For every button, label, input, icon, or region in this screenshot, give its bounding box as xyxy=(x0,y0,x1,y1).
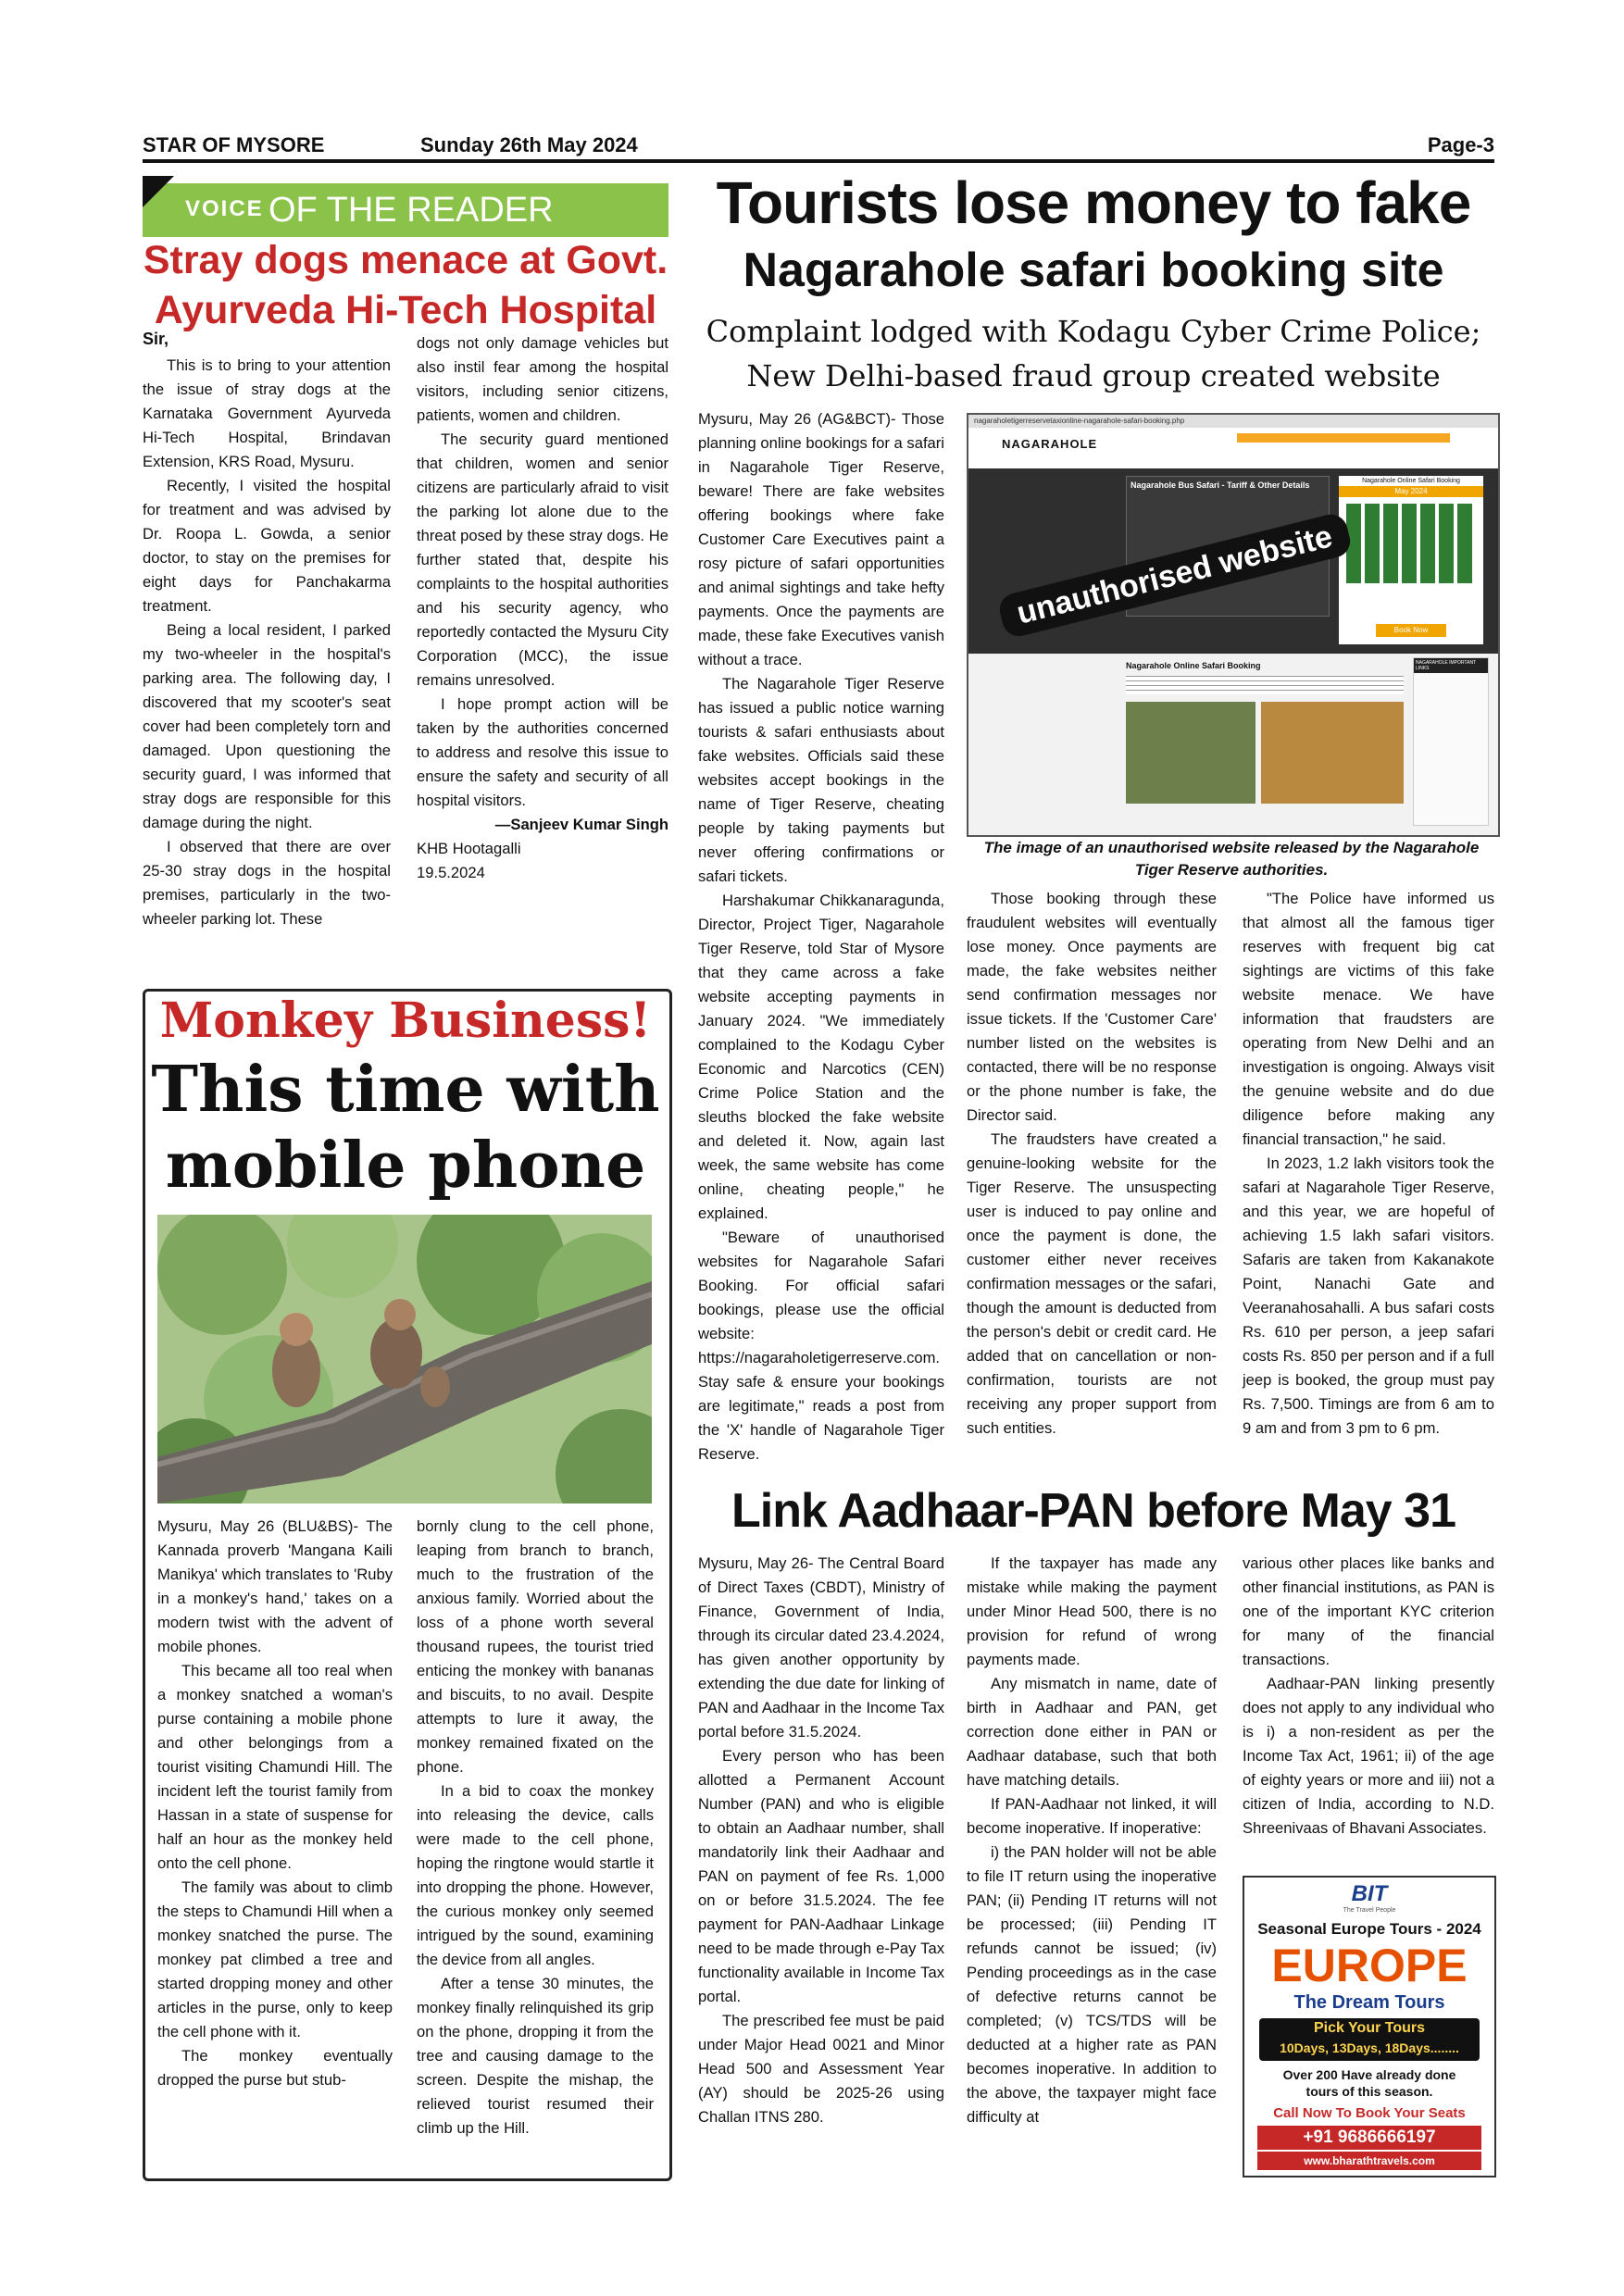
letter-headline: Stray dogs menace at Govt. Ayurveda Hi-Tech Hospital xyxy=(143,238,668,332)
paragraph: This became all too real when a monkey snatched a woman's purse containing a mobile phone and other belongings from a tourist visiting Chamundi Hill. The incident left the tourist family from Hassan in a state of suspense for half an hour as the monkey held onto the cell phone. xyxy=(157,1662,393,1872)
calendar-panel xyxy=(1339,476,1483,644)
issue-date: Sunday 26th May 2024 xyxy=(420,133,638,156)
paragraph: Mysuru, May 26 (AG&BCT)- Those planning online bookings for a safari in Nagarahole Tiger Reserve, beware! There are fake websites offering bookings where fake Customer Care Executives paint a rosy picture of safari opportunities and animal sightings and take hefty payments. Once the payments are made, these fake Executives vanish without a trace. xyxy=(698,410,944,668)
paragraph: Aadhaar-PAN linking presently does not apply to any individual who is i) a non-resident as per the Income Tax Act, 1961; ii) of the age of eighty years or more and iii) not a citizen of India, according to N.D. Shreenivaas of Bhavani Associates. xyxy=(1243,1675,1494,1837)
book-now-button: Book Now xyxy=(1376,624,1446,637)
paragraph: I observed that there are over 25-30 stray dogs in the hospital premises, particularly in the two-wheeler parking lot. These xyxy=(143,838,391,928)
paragraph: dogs not only damage vehicles but also instil fear among the hospital visitors, including senior citizens, patients, women and children. xyxy=(417,334,668,424)
tourist-column-1 xyxy=(698,407,944,1466)
letter-date: 19.5.2024 xyxy=(417,864,485,881)
deck-line-2: New Delhi-based fraud group created website xyxy=(746,358,1441,393)
ad-phone[interactable]: +91 9686666197 xyxy=(1257,2126,1481,2150)
paragraph: The Nagarahole Tiger Reserve has issued a public notice warning tourists & safari enthusiasts about fake websites. Officials said these websites accept bookings in the name of Tiger Reserve, cheating people by taking payments but never offering confirmations or safari tickets. xyxy=(698,675,944,885)
paragraph: The monkey eventually dropped the purse but stub- xyxy=(157,2047,393,2089)
letter-signature: —Sanjeev Kumar Singh xyxy=(494,816,668,833)
deck-line-1: Complaint lodged with Kodagu Cyber Crime Police; xyxy=(706,314,1481,349)
paragraph: various other places like banks and other financial institutions, as PAN is one of the important KYC criterion for many of the financial transactions. xyxy=(1243,1554,1494,1668)
calendar-title: Nagarahole Online Safari Booking xyxy=(1362,478,1460,484)
url-bar: nagaraholetigerreservetaxionline-nagarahole-safari-booking.php xyxy=(968,415,1500,428)
site-logo: NAGARAHOLE xyxy=(1002,437,1098,451)
paragraph: Any mismatch in name, date of birth in Aadhaar and PAN, get correction done either in PAN or Aadhaar database, such that both have matching details. xyxy=(967,1675,1217,1789)
paragraph: bornly clung to the cell phone, leaping from branch to branch, much to the frustration of the anxious family. Worried about the loss of a phone worth several thousand rupees, the tourist tried enticing the monkey with bananas and biscuits, to no avail. Despite attempts to lure it away, the monkey remained fixated on the phone. xyxy=(417,1517,654,1776)
ad-europe: EUROPE xyxy=(1271,1940,1468,1991)
monkey-kicker: Monkey Business! xyxy=(159,992,652,1049)
ad-pick: Pick Your Tours xyxy=(1313,2020,1426,2036)
paragraph: Every person who has been allotted a Permanent Account Number (PAN) and who is eligible to obtain an Aadhaar number, shall mandatorily link their Aadhaar and PAN on payment of fee Rs. 1,000 on or before 31.5.2024. The fee payment for PAN-Aadhaar Linkage need to be made through e-Pay Tax functionality available in Income Tax portal. xyxy=(698,1747,944,2005)
unauthorised-stamp: unauthorised website xyxy=(996,511,1353,640)
tourist-column-2 xyxy=(967,887,1217,1441)
voice-banner xyxy=(143,183,668,237)
aadhaar-column-1 xyxy=(698,1552,944,2129)
masthead xyxy=(143,131,1494,163)
paragraph: In a bid to coax the monkey into releasing the device, calls were made to the cell phone, hoping the ringtone would startle it into dropping the phone. However, the curious monkey only seemed intrigued by the sound, examining the device from all angles. xyxy=(417,1782,654,1968)
europe-tour-ad[interactable] xyxy=(1243,1876,1496,2177)
paragraph: Mysuru, May 26- The Central Board of Direct Taxes (CBDT), Ministry of Finance, Government of India, through its circular dated 23.4.2024, has given another opportunity by extending the due date for linking of PAN and Aadhaar in the Income Tax portal before 31.5.2024. xyxy=(698,1554,944,1741)
paper-name: STAR OF MYSORE xyxy=(143,133,325,156)
paragraph: The security guard mentioned that children, women and senior citizens are particularly afraid to visit the parking lot alone due to the threat posed by these stray dogs. He further stated that, despite his complaints to the hospital authorities and his security agency, who reportedly contacted the Mysuru City Corporation (MCC), the issue remains unresolved. xyxy=(417,430,668,689)
calendar-month: May 2024 xyxy=(1339,486,1483,497)
ad-call: Call Now To Book Your Seats xyxy=(1273,2105,1466,2121)
paragraph: "Beware of unauthorised websites for Nagarahole Safari Booking. For official safari bookings, please use the official website: https://nagaraholetigerreserve.com. Stay safe & ensure your bookings are legitimate," reads a post from the 'X' handle of Nagarahole Tiger Reserve. xyxy=(698,1229,944,1463)
aadhaar-column-3 xyxy=(1243,1552,1494,1841)
paragraph: If the taxpayer has made any mistake while making the payment under Minor Head 500, there is no provision for refund of wrong payments made. xyxy=(967,1554,1217,1668)
tourist-deck xyxy=(693,309,1494,398)
paragraph: In 2023, 1.2 lakh visitors took the safari at Nagarahole Tiger Reserve, and this year, we are hopeful of achieving 1.5 lakh safari visitors. Safaris are taken from Kakanakote Point, Nanachi Gate and Veeranahosahalli. A bus safari costs Rs. 610 per person, a jeep safari costs Rs. 850 per person and if a full jeep is booked, the group must pay Rs. 7,500. Timings are from 6 am to 9 am and from 3 pm to 6 pm. xyxy=(1243,1154,1494,1437)
paragraph: If PAN-Aadhaar not linked, it will become inoperative. If inoperative: xyxy=(967,1795,1217,1837)
paragraph: Recently, I visited the hospital for treatment and was advised by Dr. Roopa L. Gowda, a senior doctor, to stay on the premises for eight days for Panchakarma treatment. xyxy=(143,477,391,615)
monkey-column-2 xyxy=(417,1515,654,2140)
letter-column-2 xyxy=(417,331,668,885)
site-header xyxy=(968,428,1498,468)
paragraph: "The Police have informed us that almost all the famous tiger reserves with frequent big cat sightings are victims of this fake website menace. We have information that fraudsters are operating from New Delhi and an investigation is ongoing. Always visit the genuine website and do due diligence before making any financial transaction," he said. xyxy=(1243,890,1494,1148)
letter-place: KHB Hootagalli xyxy=(417,840,521,857)
paragraph: Harshakumar Chikkanaragunda, Director, Project Tiger, Nagarahole Tiger Reserve, told Star of Mysore that they came across a fake website accepting payments in January 2024. "We immediately complained to the Kodagu Cyber Economic and Narcotics (CEN) Crime Police Station and the sleuths blocked the fake website and deleted it. Now, again last week, the same website has come online, cheating people," he explained. xyxy=(698,892,944,1222)
paragraph: Mysuru, May 26 (BLU&BS)- The Kannada proverb 'Mangana Kaili Manikya' which translates to 'Ruby in a monkey's hand,' takes on a modern twist with the advent of mobile phones. xyxy=(157,1517,393,1655)
ad-dream-tours: The Dream Tours xyxy=(1293,1992,1445,2013)
voice-label: VOICE xyxy=(185,196,264,221)
paragraph: I hope prompt action will be taken by the authorities concerned to address and resolve this issue to ensure the safety and security of all hospital visitors. xyxy=(417,695,668,809)
monkey-photo xyxy=(157,1215,652,1504)
ad-title: Seasonal Europe Tours - 2024 xyxy=(1257,1920,1481,1938)
ad-days: 10Days, 13Days, 18Days........ xyxy=(1280,2040,1459,2055)
tourist-headline-1: Tourists lose money to fake xyxy=(716,169,1471,236)
monkey-column-1 xyxy=(157,1515,393,2092)
website-screenshot-image xyxy=(967,413,1500,837)
tariff-title: Nagarahole Bus Safari - Tariff & Other Details xyxy=(1131,480,1310,490)
aadhaar-column-2 xyxy=(967,1552,1217,2129)
section-title: Nagarahole Online Safari Booking xyxy=(1126,661,1261,670)
aadhaar-headline: Link Aadhaar-PAN before May 31 xyxy=(731,1484,1455,1538)
paragraph: Being a local resident, I parked my two-wheeler in the hospital's parking area. The following day, I discovered that my scooter's seat cover had been completely torn and damaged. Upon questioning the security guard, I was informed that stray dogs are responsible for this damage during the night. xyxy=(143,621,391,831)
tourist-column-3 xyxy=(1243,887,1494,1441)
ad-tagline: The Travel People xyxy=(1343,1907,1396,1914)
image-caption: The image of an unauthorised website released by the Nagarahole Tiger Reserve authorities. xyxy=(983,839,1480,879)
ad-pick-box xyxy=(1259,2018,1480,2061)
ad-done: Over 200 Have already done tours of this season. xyxy=(1282,2067,1456,2099)
letter-column-1 xyxy=(143,354,391,931)
paragraph: The prescribed fee must be paid under Major Head 0021 and Minor Head 500 and Assessment Year (AY) should be 2025-26 using Challan ITNS 280. xyxy=(698,2012,944,2126)
paragraph: This is to bring to your attention the issue of stray dogs at the Karnataka Government Ayurveda Hi-Tech Hospital, Brindavan Extension, KRS Road, Mysuru. xyxy=(143,356,391,470)
side-title: NAGARAHOLE IMPORTANT LINKS xyxy=(1414,658,1488,673)
paragraph: The fraudsters have created a genuine-looking website for the Tiger Reserve. The unsuspecting user is induced to pay online and once the payment is done, the customer either never receives confirmation messages or the safari, though the amount is deducted from the person's debit or credit card. He added that on cancellation or non-confirmation, tourists are not receiving any proper support from such entities. xyxy=(967,1130,1217,1437)
ad-website-link[interactable]: www.bharathtravels.com xyxy=(1257,2152,1481,2170)
paragraph: After a tense 30 minutes, the monkey finally relinquished its grip on the phone, dropping it from the tree and causing damage to the screen. Despite the mishap, the relieved tourist resumed their climb up the Hill. xyxy=(417,1975,654,2137)
corner-triangle xyxy=(143,176,174,207)
voice-subtitle: OF THE READER xyxy=(269,191,554,230)
monkey-headline: This time with mobile phone xyxy=(151,1053,660,1203)
ad-brand: BIT xyxy=(1351,1881,1388,1906)
paragraph: Those booking through these fraudulent websites will eventually lose money. Once payments are made, the fake websites neither send confirmation messages nor issue tickets. If the 'Customer Care' number listed on the websites is contacted, there will be no response or the phone number is fake, the Director said. xyxy=(967,890,1217,1124)
tourist-headline-2: Nagarahole safari booking site xyxy=(743,243,1444,297)
salutation: Sir, xyxy=(143,330,169,348)
paragraph: The family was about to climb the steps to Chamundi Hill when a monkey snatched the purse. The monkey pat climbed a tree and started dropping money and other articles in the purse, only to keep the cell phone with it. xyxy=(157,1878,393,2040)
paragraph: i) the PAN holder will not be able to file IT return using the inoperative PAN; (ii) Pending IT returns will not be processed; (iii) Pending IT refunds cannot be issued; (iv) Pending proceedings as in the case of defective returns cannot be completed; (v) TCS/TDS will be deducted at a higher rate as PAN becomes inoperative. In addition to the above, the taxpayer might face difficulty at xyxy=(967,1843,1217,2126)
page-number: Page-3 xyxy=(1427,133,1494,156)
